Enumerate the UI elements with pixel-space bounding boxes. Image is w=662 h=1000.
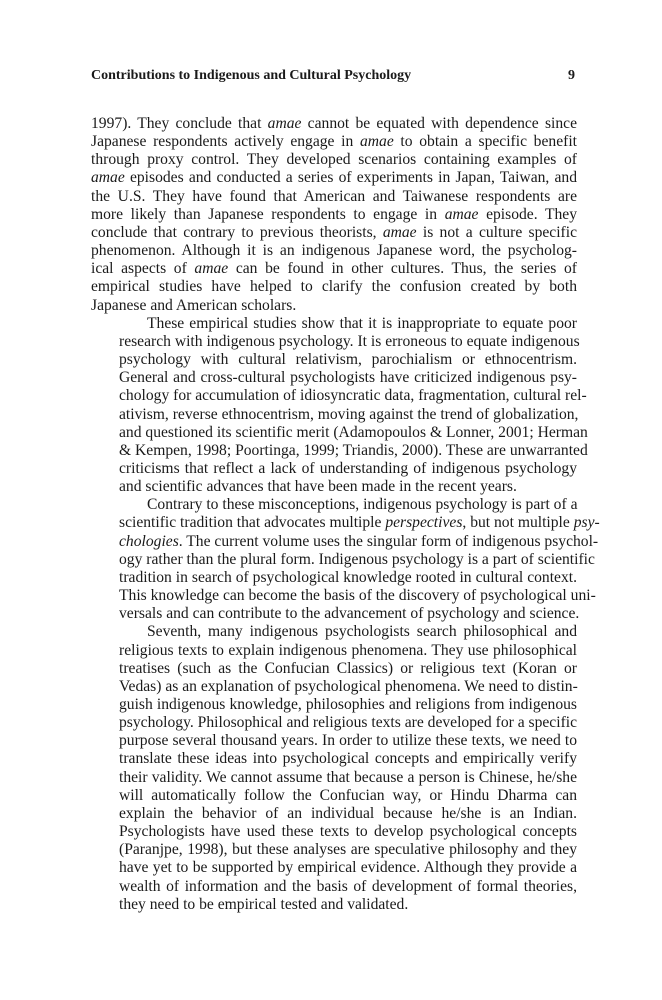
text-run: is not a culture specific	[416, 223, 577, 241]
text-run: Seventh, many indigenous psychologists search philosophical and	[147, 623, 577, 641]
text-line	[91, 242, 577, 260]
text-run: Contrary to these misconceptions, indigenous psychology is part of a	[147, 496, 578, 514]
text-run: . The current volume uses the singular form of indigenous psychol-	[178, 532, 599, 550]
text-line	[91, 514, 600, 532]
text-run: General and cross-cultural psychologists have criticized indigenous psy-	[119, 369, 577, 387]
body-text	[91, 115, 600, 914]
text-line	[91, 678, 577, 696]
text-line	[91, 605, 580, 623]
text-run: empirical studies have helped to clarify the confusion created by both	[91, 278, 577, 296]
text-line	[91, 169, 577, 187]
text-line	[91, 841, 577, 859]
text-line	[91, 260, 577, 278]
text-run: their validity. We cannot assume that because a person is Chinese, he/she	[119, 768, 577, 786]
text-run: episode. They	[478, 205, 578, 223]
text-run: they need to be empirical tested and validated.	[119, 895, 409, 913]
running-title: Contributions to Indigenous and Cultural Psychology	[91, 68, 412, 83]
text-run: wealth of information and the basis of development of formal theories,	[119, 877, 577, 895]
italic-term: perspectives	[385, 514, 463, 532]
text-run: more likely than Japanese respondents to engage in	[91, 205, 445, 223]
text-line	[91, 206, 577, 224]
text-line	[91, 623, 577, 641]
text-run: episodes and conducted a series of experiments in Japan, Taiwan, and	[124, 169, 577, 187]
paragraph	[91, 115, 577, 315]
text-line	[91, 896, 577, 914]
text-run: religious texts to explain indigenous phenomena. They use philosophical	[119, 641, 577, 659]
text-run: tradition in search of psychological knowledge rooted in cultural context.	[119, 568, 577, 586]
text-line	[91, 151, 577, 169]
text-run: , but not multiple	[462, 514, 574, 532]
text-line	[91, 297, 577, 315]
text-run: will automatically follow the Confucian way, or Hindu Dharma can	[119, 786, 577, 804]
text-line	[91, 714, 577, 732]
text-run: can be found in other cultures. Thus, the series of	[228, 260, 577, 278]
text-run: scientific tradition that advocates multiple	[119, 514, 386, 532]
text-line	[91, 406, 577, 424]
text-run: phenomenon. Although it is an indigenous Japanese word, the psycholog-	[91, 242, 577, 260]
text-run: the U.S. They have found that American and Taiwanese respondents are	[91, 187, 577, 205]
text-line	[91, 569, 577, 587]
text-line	[91, 769, 577, 787]
text-run: treatises (such as the Confucian Classics) or religious text (Koran or	[119, 659, 577, 677]
text-line	[91, 460, 577, 478]
text-line	[91, 750, 577, 768]
text-line	[91, 133, 577, 151]
text-line	[91, 732, 577, 750]
text-run: This knowledge can become the basis of the discovery of psychological uni-	[119, 587, 596, 605]
text-line	[91, 332, 580, 351]
text-run: Japanese and American scholars.	[91, 296, 297, 314]
text-run: chology for accumulation of idiosyncratic data, fragmentation, cultural rel-	[119, 387, 587, 405]
text-line	[91, 532, 599, 551]
text-line	[91, 660, 577, 678]
text-run: criticisms that reflect a lack of understanding of indigenous psychology	[119, 459, 577, 477]
text-line	[91, 369, 577, 387]
text-run: and questioned its scientific merit (Adamopoulos & Lonner, 2001; Herman	[119, 423, 588, 441]
italic-term: chologies	[119, 532, 179, 550]
text-run: Psychologists have used these texts to develop psychological concepts	[119, 823, 577, 841]
text-run: psychology. Philosophical and religious texts are developed for a specific	[119, 714, 578, 732]
italic-term: amae	[194, 260, 229, 278]
italic-term: amae	[359, 133, 394, 151]
paragraph	[91, 314, 588, 497]
italic-term: amae	[444, 205, 479, 223]
text-run: ativism, reverse ethnocentrism, moving against the trend of globalization,	[119, 405, 579, 423]
text-line	[91, 278, 577, 296]
page-number: 9	[568, 68, 575, 83]
text-run: translate these ideas into psychological concepts and empirically verify	[119, 750, 577, 768]
text-run: versals and can contribute to the advancement of psychology and science.	[119, 605, 580, 623]
text-line	[91, 496, 577, 514]
paragraph	[91, 623, 577, 914]
text-run: 1997). They conclude that	[91, 115, 268, 132]
running-header	[91, 68, 575, 88]
text-line	[91, 441, 588, 460]
text-run: to obtain a specific benefit	[393, 133, 577, 151]
italic-term: amae	[267, 115, 302, 132]
text-line	[91, 115, 577, 133]
text-line	[91, 188, 577, 206]
text-line	[91, 642, 577, 660]
text-run: research with indigenous psychology. It is erroneous to equate indigenous	[119, 332, 580, 350]
text-line	[91, 351, 577, 369]
text-run: ogy rather than the plural form. Indigenous psychology is a part of scientific	[119, 550, 595, 568]
text-line	[91, 478, 577, 496]
text-line	[91, 787, 577, 805]
paragraph	[91, 496, 600, 623]
text-run: These empirical studies show that it is inappropriate to equate poor	[147, 314, 577, 332]
text-run: guish indigenous knowledge, philosophies and religions from indigenous	[119, 696, 577, 713]
text-run: purpose several thousand years. In order to utilize these texts, we need to	[119, 732, 577, 750]
text-run: psychology with cultural relativism, parochialism or ethnocentrism.	[119, 351, 577, 369]
text-run: through proxy control. They developed scenarios containing examples of	[91, 151, 577, 169]
text-run: (Paranjpe, 1998), but these analyses are speculative philosophy and they	[119, 841, 577, 859]
italic-term: psy-	[573, 514, 600, 532]
text-run: Vedas) as an explanation of psychological phenomena. We need to distin-	[119, 677, 578, 695]
text-run: & Kempen, 1998; Poortinga, 1999; Triandis, 2000). These are unwarranted	[119, 441, 588, 459]
text-line	[91, 550, 595, 569]
text-run: conclude that contrary to previous theorists,	[91, 223, 383, 241]
text-line	[91, 878, 577, 896]
text-line	[91, 805, 577, 823]
text-run: and scientific advances that have been made in the recent years.	[119, 478, 517, 496]
text-run: cannot be equated with dependence since	[301, 115, 577, 132]
text-line	[91, 823, 577, 841]
text-run: explain the behavior of an individual because he/she is an Indian.	[119, 804, 577, 822]
italic-term: amae	[91, 169, 125, 187]
text-line	[91, 859, 577, 877]
text-line	[91, 423, 588, 442]
text-line	[91, 315, 577, 333]
italic-term: amae	[382, 223, 417, 241]
text-run: ical aspects of	[91, 260, 195, 278]
text-line	[91, 696, 577, 714]
text-line	[91, 224, 577, 242]
text-run: have yet to be supported by empirical evidence. Although they provide a	[119, 859, 577, 877]
text-line	[91, 387, 587, 405]
text-line	[91, 587, 596, 605]
text-run: Japanese respondents actively engage in	[91, 133, 360, 151]
